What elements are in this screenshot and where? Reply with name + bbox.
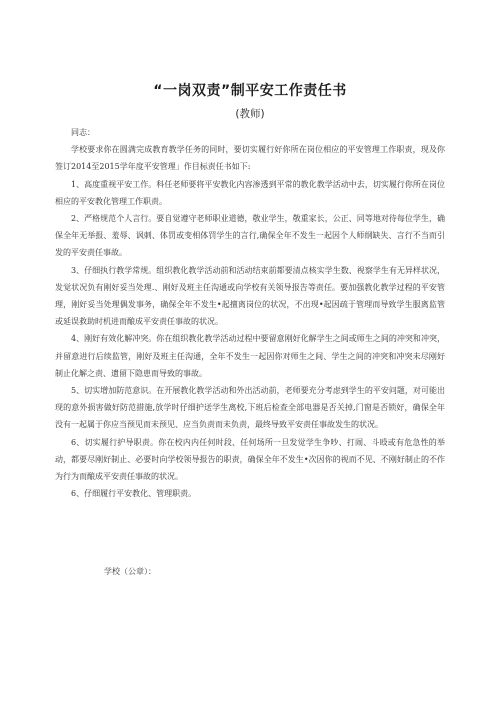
paragraph-7: 6、仔细履行平安教化、管理职责。	[71, 489, 197, 499]
paragraph-5: 5、切实增加防范意识。在开展教化教学活动和外出活动前，老师要充分考虑到学生的平安问题，对可能出现的意外损害做好防范措施,放学时仔细护送学生离校,下班后检查全部电器是否关掉,门窗是否锁好，确保全年没有一起属于你应当预见而未预见、应当负责而未负责，最终导致平安责任事故发生的状况。	[55, 386, 445, 430]
paragraph-intro: 学校要求你在圆满完成教育教学任务的同时，要切实履行好你所在岗位相应的平安管理工作职责，现及你签订2014至2015学年度平安管理」作目标责任书如下:	[55, 145, 445, 172]
salutation: 同志：	[71, 128, 95, 137]
document-subtitle: (教师)	[235, 108, 265, 120]
paragraph-2: 2、严格规范个人言行。要自觉遵守老师职业道德，敬业学生，敬重家长，公正、同等地对待每位学生，确保全年无举报、羞辱、讽刺、体罚或变相体罚学生的言行,确保全年不发生一起因个人师纲缺失、言行不当而引发的平安责任事故。	[55, 214, 445, 258]
paragraph-1: 1、高度重视平安工作。科任老师要将平安教化内容渗透到平常的教化教学活动中去，切实履行你所在岗位相应的平安教化管理工作职责。	[55, 179, 445, 206]
document-body	[55, 124, 445, 502]
paragraph-3: 3、仔细执行教学常规。组织教化教学活动前和活动结束前都要清点核实学生数、视察学生有无异样状况，发觉状况负有刚好妥当处理.、刚好及班主任沟通或向学校有关领导报告等责任。要加强教化教学过程的平安管理，刚好妥当处理偶发事务，确保全年不发生•起擅离岗位的状况，不出现•起因疏于管理而导致学生服离监管或延误救助时机进而酿成平安责任事故的状况。	[55, 265, 445, 327]
paragraph-6: 6、切实履行护导职责。你在校内内任何时段、任何场所一旦发觉学生争吵、打闹、斗殴或有危急性的举动，都要尽刚好制止、必要时向学校领导报告的职责，确保全年不发生•次因你的视而不见、不刚好制止的不作为行为而酿成平安责任事故的状况。	[55, 437, 445, 482]
paragraph-4: 4、刚好有效化解冲突。你在组织教化教学活动过程中要留意刚好化解学生之间或师生之间的冲突和冲突，并留意进行后续监管，刚好及班主任沟通，全年不发生一起因你对师生之间、学生之间的冲突和冲突未尽刚好制止化解之责、遗留下隐患而导致的事故。	[55, 334, 445, 378]
school-seal-label: 学校（公章）：	[104, 567, 156, 576]
document-title: “一岗双责”制平安工作责任书	[153, 83, 347, 99]
